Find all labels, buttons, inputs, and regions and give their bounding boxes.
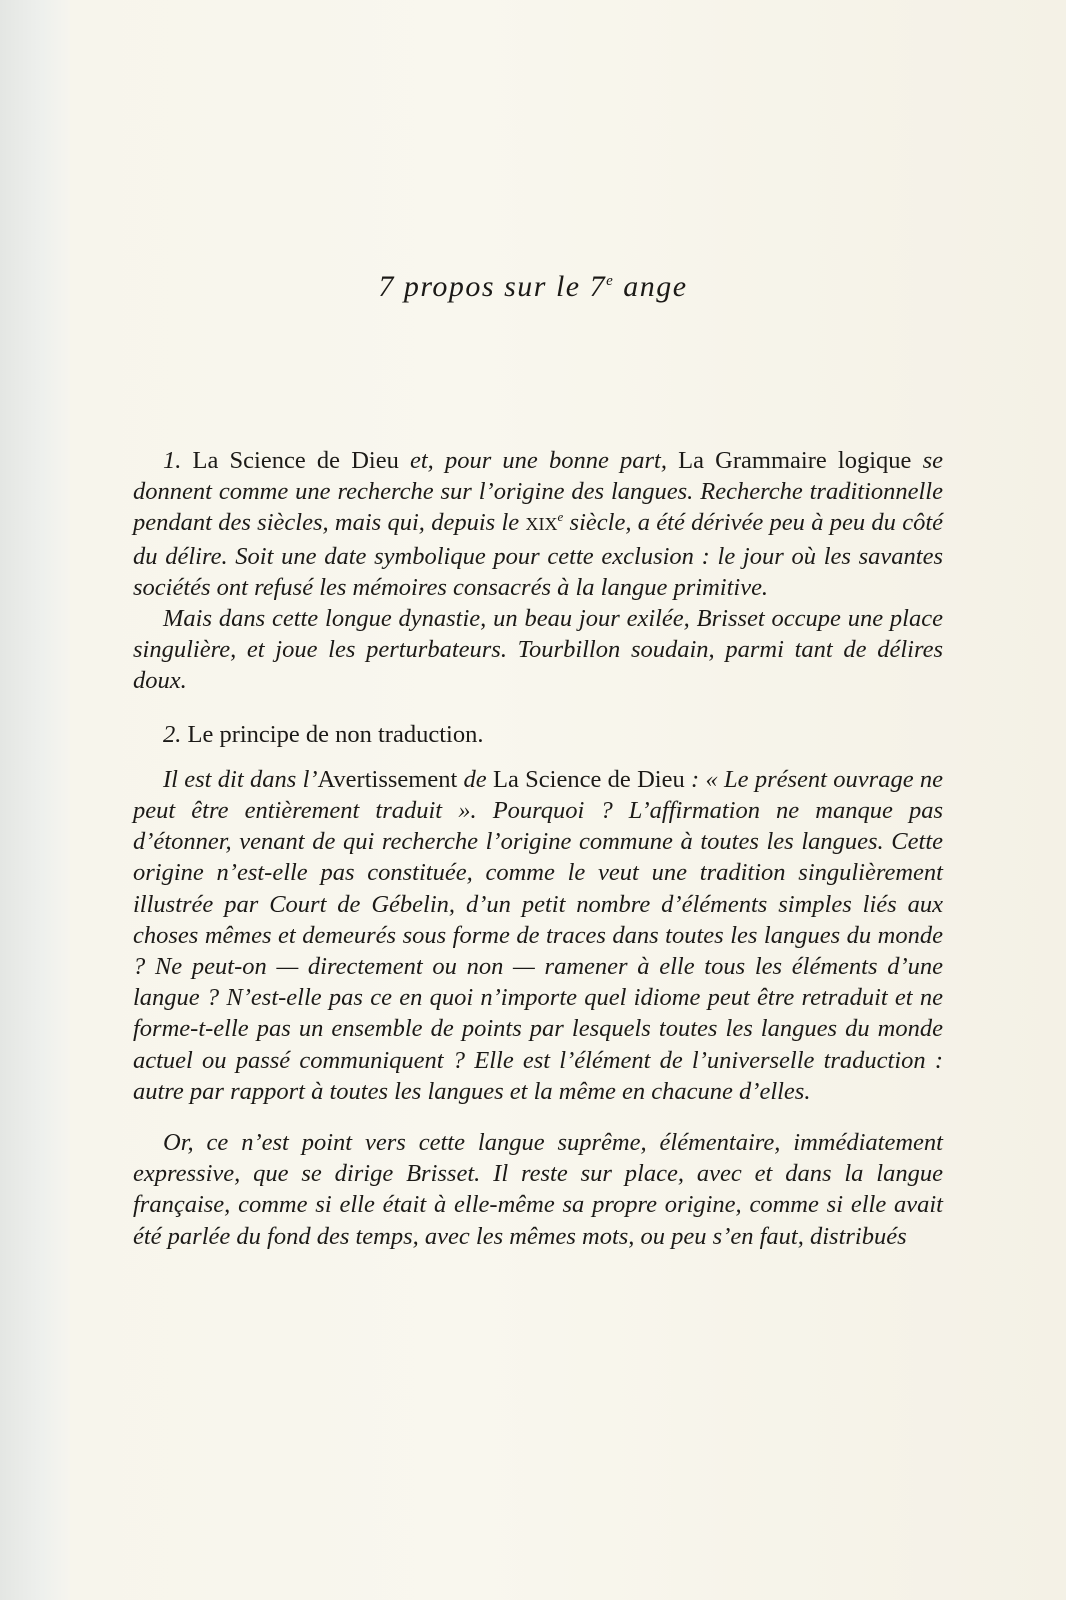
section-2-heading [133,719,943,750]
s2-run: Il est dit dans l’ [163,765,318,793]
section-2-paragraph-2: Or, ce n’est point vers cette langue suprême, élémentaire, immédiatement expressive, que se dirige Brisset. Il reste sur place, avec et dans la langue française, comme si elle était à elle-même sa propre origine, comme si elle avait été parlée du fond des temps, avec les mêmes mots, ou peu s’en faut, distribués [133,1129,943,1250]
section-1-paragraph-2: Mais dans cette longue dynastie, un beau jour exilée, Brisset occupe une place singulière, et joue les perturbateurs. Tourbillon soudain, parmi tant de délires doux. [133,605,943,695]
s2-run: de [457,765,493,793]
title-text: propos sur le 7 [403,270,607,303]
section-1-number: 1. [163,447,182,474]
s1-run: e [557,509,564,525]
s1-run: siècle, a été dérivée peu à peu du côté du délire. Soit une date symbolique pour cette exclusion : le jour où les savantes sociétés ont refusé les mémoires consacrés à la langue primitive. [133,509,944,601]
section-1-paragraph-1 [133,445,943,603]
s2-run: : « Le présent ouvrage ne peut être entièrement traduit ». Pourquoi ? L’affirmation ne manque pas d’étonner, venant de qui recherche l’origine commune à toutes les langues. Cette origine n’est-elle pas constituée, comme le veut une tradition singulièrement illustrée par Court de Gébelin, d’un petit nombre d’éléments simples liés aux choses mêmes et demeurés sous forme de traces dans toutes les langues du monde ? Ne peut-on — directement ou non — ramener à elle tous les éléments d’une langue ? N’est-elle pas ce en quoi n’importe quel idiome peut être retraduit et ne forme-t-elle pas un ensemble de points par lesquels toutes les langues du monde actuel ou passé communiquent ? Elle est l’élément de l’universelle traduction : autre par rapport à toutes les langues et la même en chacune d’elles. [133,765,943,1105]
body-text [133,445,943,1252]
s1-run: XIX [525,514,558,535]
s1-run: La Science de Dieu [192,447,399,474]
title-number: 7 [378,270,395,303]
section-2-paragraph-1-runs [133,766,943,1105]
section-2-paragraph-1 [133,764,943,1107]
s1-run: se donnent comme une recherche sur l’origine des langues. Recherche traditionnelle pendant des siècles, mais qui, depuis le [133,447,943,537]
s2-run: Avertissement [317,765,458,793]
section-2-number: 2. [163,720,182,748]
s2-run: La Science de Dieu [493,765,685,793]
section-1-paragraph-1-runs [133,447,943,601]
s1-run: La Grammaire logique [678,447,912,474]
chapter-title [0,270,1066,304]
title-tail: ange [623,270,688,303]
section-2-heading-text: Le principe de non traduction. [187,720,484,748]
title-superscript: e [606,273,615,289]
s1-run: et, pour une bonne part, [398,447,679,474]
facing-page-edge [0,0,71,1600]
